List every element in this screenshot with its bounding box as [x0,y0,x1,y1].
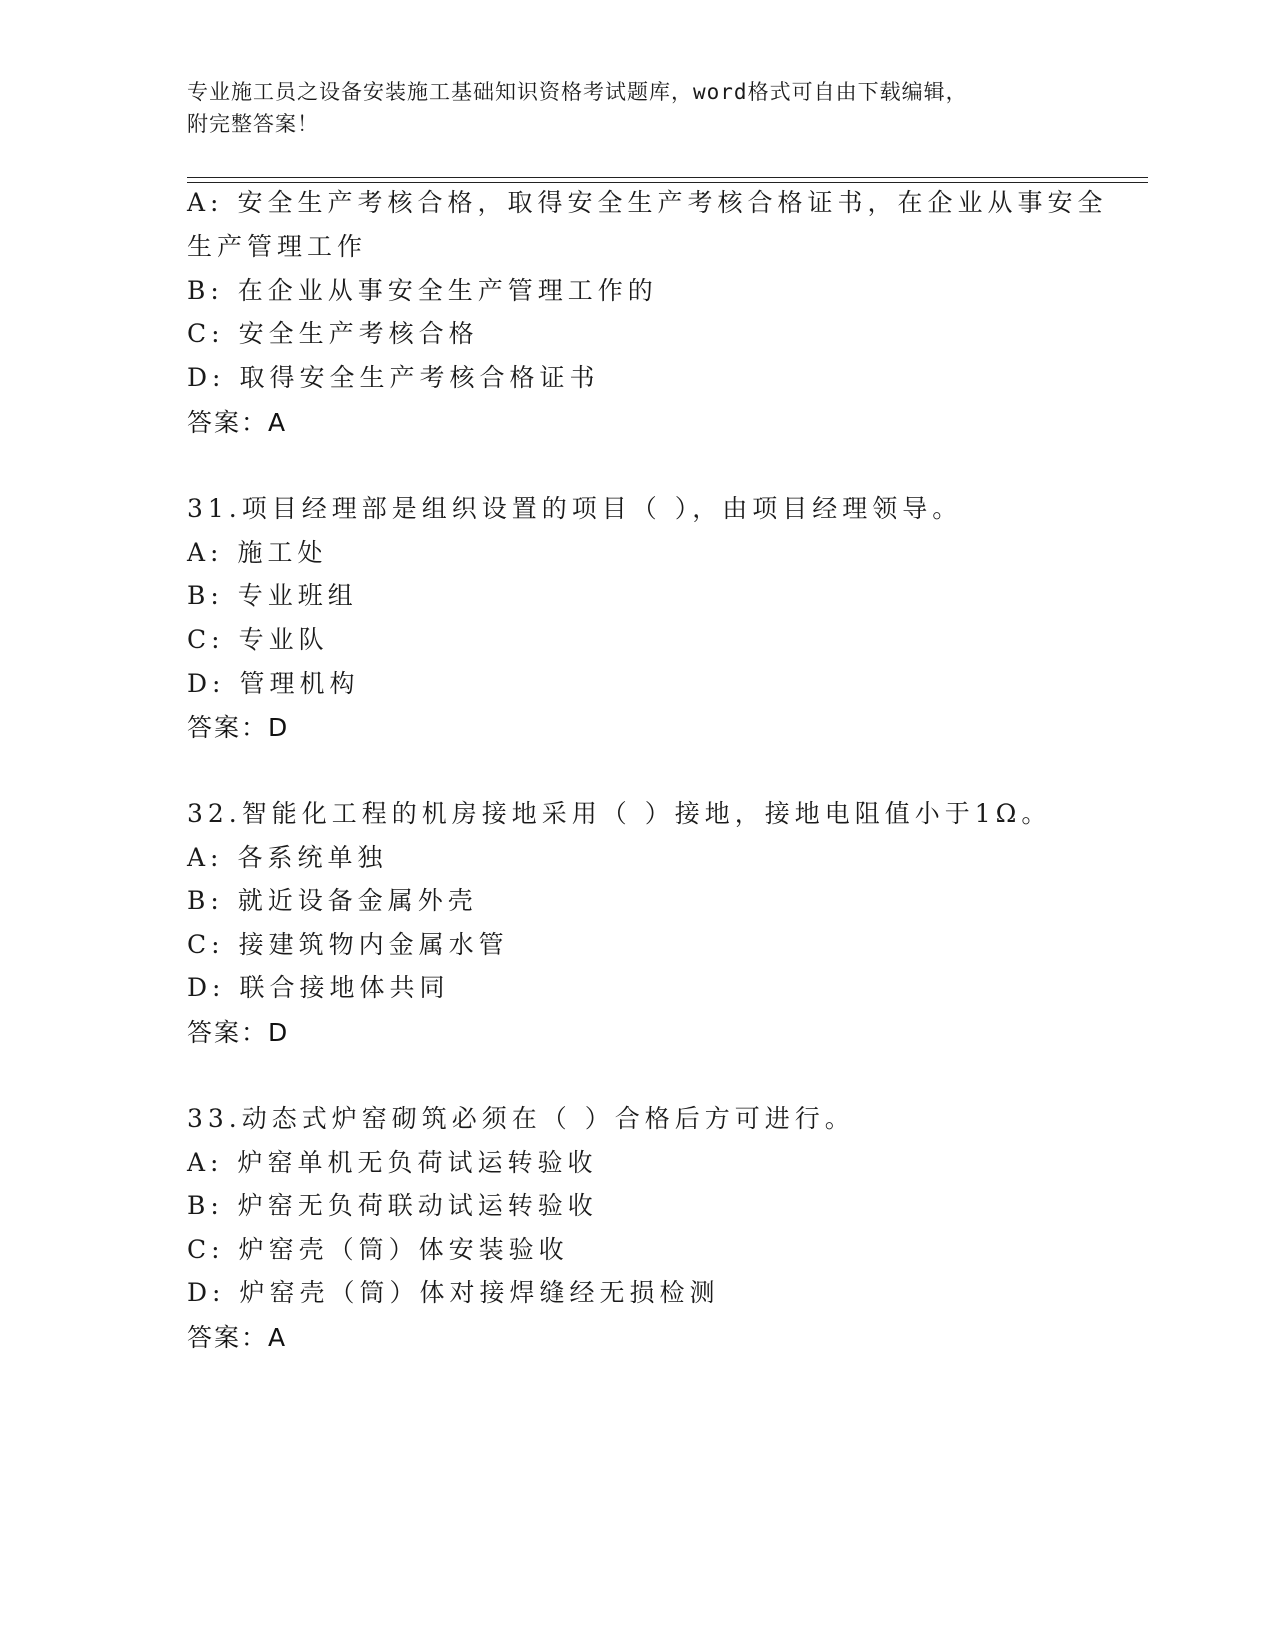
option-b-line [187,271,658,307]
answer-line: 答案：D [187,1018,290,1047]
option-d-line [187,968,449,1004]
option-letter: C: [187,625,225,654]
option-c-line [187,925,509,961]
option-letter: C: [187,319,225,348]
option-text: 炉窑壳（筒）体对接焊缝经无损检测 [239,1278,720,1307]
option-text: 各系统单独 [237,843,388,872]
option-text: 安全生产考核合格，取得安全生产考核合格证书，在企业从事安全 [237,188,1108,217]
option-text: 管理机构 [239,669,360,698]
option-c-line [187,1230,569,1266]
document-header [187,76,1087,140]
option-letter: D: [187,973,226,1002]
option-d-line [187,664,359,700]
option-text: 取得安全生产考核合格证书 [239,363,600,392]
option-letter: A: [187,538,224,567]
question-stem: 32.智能化工程的机房接地采用（ ）接地，接地电阻值小于1Ω。 [187,799,1052,828]
option-text: 专业队 [238,625,329,654]
option-text: 安全生产考核合格 [238,319,479,348]
option-c-line [187,620,329,656]
option-letter: B: [187,886,224,915]
option-letter: D: [187,363,226,392]
option-letter: D: [187,1278,226,1307]
question-stem: 33.动态式炉窑砌筑必须在（ ）合格后方可进行。 [187,1104,855,1133]
option-text: 就近设备金属外壳 [237,886,478,915]
option-a-line [187,1143,598,1179]
option-a-line [187,533,328,569]
option-b-line [187,576,358,612]
question-stem: 31.项目经理部是组织设置的项目（ ），由项目经理领导。 [187,494,963,523]
answer-line: 答案：A [187,408,288,437]
option-letter: B: [187,1191,224,1220]
option-d-line [187,358,599,394]
option-text: 施工处 [237,538,328,567]
option-letter: B: [187,276,224,305]
option-a-line [187,838,388,874]
header-line-1: 专业施工员之设备安装施工基础知识资格考试题库，word格式可自由下载编辑， [187,80,968,104]
option-text: 接建筑物内金属水管 [238,930,509,959]
option-text: 炉窑单机无负荷试运转验收 [237,1148,598,1177]
option-b-line [187,881,478,917]
header-line-2: 附完整答案！ [187,112,319,136]
option-letter: A: [187,1148,224,1177]
answer-line: 答案：A [187,1323,288,1352]
option-c-line [187,314,479,350]
option-letter: B: [187,581,224,610]
option-letter: D: [187,669,226,698]
option-text: 专业班组 [237,581,358,610]
option-letter: C: [187,930,225,959]
option-d-line [187,1273,719,1309]
option-letter: A: [187,843,224,872]
option-letter: C: [187,1235,225,1264]
option-text: 炉窑壳（筒）体安装验收 [238,1235,569,1264]
option-letter: A: [187,188,224,217]
answer-line: 答案：D [187,713,290,742]
option-text: 联合接地体共同 [239,973,450,1002]
option-a-line [187,183,1108,219]
option-a-continuation: 生产管理工作 [187,232,368,261]
option-b-line [187,1186,598,1222]
option-text: 在企业从事安全生产管理工作的 [237,276,658,305]
option-text: 炉窑无负荷联动试运转验收 [237,1191,598,1220]
